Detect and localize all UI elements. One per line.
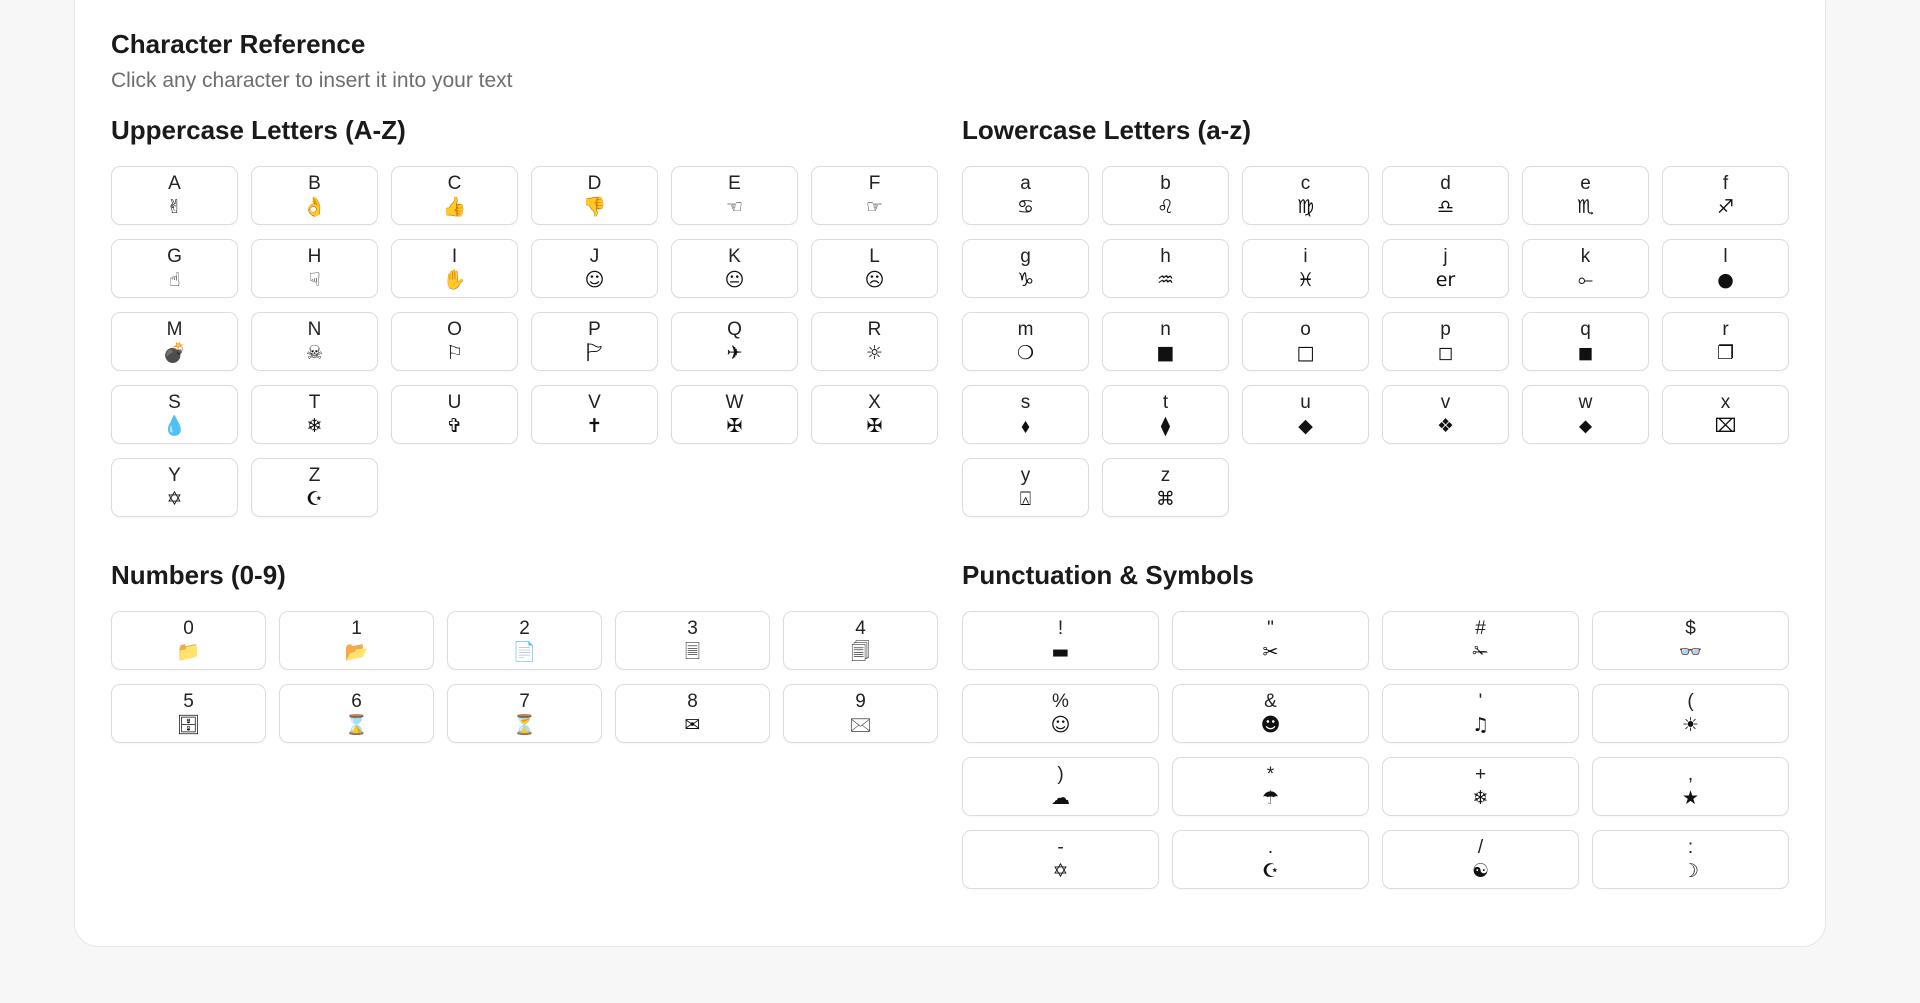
char-key-label: I: [451, 245, 458, 267]
char-key-label: S: [168, 391, 181, 413]
char-symbol-glyph: ❐: [1716, 341, 1735, 364]
char-symbol-glyph: ⧫: [1160, 414, 1171, 437]
char-symbol-glyph: ⟜: [1577, 268, 1594, 291]
char-key-label: (: [1687, 690, 1694, 712]
char-symbol-glyph: ♓: [1296, 268, 1315, 291]
uppercase-char-button[interactable]: [391, 385, 518, 444]
uppercase-char-button[interactable]: [811, 312, 938, 371]
char-key-label: 6: [351, 690, 362, 712]
numbers-section-title: Numbers (0-9): [111, 560, 286, 590]
char-key-label: p: [1440, 318, 1451, 340]
char-symbol-glyph: ⏳: [512, 713, 537, 736]
punctuation-char-button[interactable]: [1172, 757, 1369, 816]
char-key-label: G: [167, 245, 182, 267]
character-reference-panel: [74, 0, 1826, 947]
char-key-label: j: [1443, 245, 1448, 267]
punctuation-char-button[interactable]: [962, 830, 1159, 889]
char-symbol-glyph: ✌: [166, 195, 183, 218]
char-key-label: %: [1052, 690, 1069, 712]
char-key-label: /: [1477, 836, 1484, 858]
char-symbol-glyph: ♌: [1156, 195, 1175, 218]
char-key-label: n: [1160, 318, 1171, 340]
char-symbol-glyph: ❍: [1016, 341, 1035, 364]
char-key-label: o: [1300, 318, 1311, 340]
punctuation-char-button[interactable]: [1592, 757, 1789, 816]
char-symbol-glyph: ☯: [1471, 859, 1490, 882]
lowercase-char-button[interactable]: [1102, 385, 1229, 444]
char-symbol-glyph: ♎: [1436, 195, 1455, 218]
char-key-label: T: [308, 391, 321, 413]
char-key-label: r: [1722, 318, 1729, 340]
char-key-label: E: [728, 172, 741, 194]
char-key-label: 0: [183, 617, 194, 639]
char-symbol-glyph: ✉: [684, 713, 701, 736]
char-key-label: #: [1475, 617, 1486, 639]
char-symbol-glyph: ♋: [1016, 195, 1035, 218]
lowercase-char-button[interactable]: [1522, 166, 1649, 225]
char-key-label: d: [1440, 172, 1451, 194]
char-key-label: V: [588, 391, 601, 413]
char-symbol-glyph: ☽: [1681, 859, 1700, 882]
lowercase-char-button[interactable]: [1662, 166, 1789, 225]
lowercase-char-button[interactable]: [1102, 166, 1229, 225]
uppercase-char-button[interactable]: [251, 166, 378, 225]
uppercase-char-button[interactable]: [251, 458, 378, 517]
char-symbol-glyph: 💧: [162, 414, 187, 437]
page-title: Character Reference: [111, 29, 366, 59]
char-key-label: w: [1578, 391, 1593, 413]
char-key-label: s: [1020, 391, 1031, 413]
uppercase-char-button[interactable]: [671, 166, 798, 225]
char-key-label: K: [728, 245, 741, 267]
char-key-label: D: [587, 172, 602, 194]
char-key-label: U: [447, 391, 462, 413]
punctuation-char-button[interactable]: [1592, 830, 1789, 889]
char-key-label: ": [1267, 617, 1274, 639]
char-key-label: X: [868, 391, 881, 413]
punctuation-char-button[interactable]: [1382, 830, 1579, 889]
char-symbol-glyph: ☪: [305, 487, 324, 510]
char-symbol-glyph: 🏱: [586, 341, 603, 364]
uppercase-char-button[interactable]: [251, 385, 378, 444]
char-key-label: e: [1580, 172, 1591, 194]
char-symbol-glyph: ✠: [866, 414, 883, 437]
char-symbol-glyph: ❄: [306, 414, 323, 437]
uppercase-grid: [111, 166, 938, 517]
char-key-label: ': [1478, 690, 1483, 712]
uppercase-char-button[interactable]: [111, 239, 238, 298]
char-key-label: 2: [519, 617, 530, 639]
char-symbol-glyph: 💣: [162, 341, 187, 364]
char-symbol-glyph: ✁: [1472, 640, 1489, 663]
punctuation-char-button[interactable]: [1592, 611, 1789, 670]
punctuation-char-button[interactable]: [1172, 684, 1369, 743]
punctuation-char-button[interactable]: [962, 757, 1159, 816]
char-symbol-glyph: ♐: [1716, 195, 1735, 218]
char-symbol-glyph: ⌛: [344, 713, 369, 736]
uppercase-char-button[interactable]: [391, 312, 518, 371]
char-key-label: c: [1300, 172, 1311, 194]
uppercase-char-button[interactable]: [671, 385, 798, 444]
char-symbol-glyph: ✂: [1262, 640, 1279, 663]
punctuation-section-title: Punctuation & Symbols: [962, 560, 1254, 590]
char-key-label: g: [1020, 245, 1031, 267]
char-symbol-glyph: ◆: [1298, 414, 1313, 437]
punctuation-char-button[interactable]: [962, 684, 1159, 743]
uppercase-char-button[interactable]: [671, 239, 798, 298]
lowercase-char-button[interactable]: [1662, 239, 1789, 298]
char-key-label: m: [1017, 318, 1034, 340]
lowercase-char-button[interactable]: [1662, 385, 1789, 444]
char-key-label: *: [1266, 763, 1275, 785]
char-key-label: O: [447, 318, 462, 340]
char-symbol-glyph: ✞: [446, 414, 463, 437]
punctuation-char-button[interactable]: [1592, 684, 1789, 743]
numbers-section: [111, 559, 938, 743]
char-symbol-glyph: ▬: [1051, 640, 1070, 663]
char-key-label: h: [1160, 245, 1171, 267]
char-symbol-glyph: ☞: [865, 195, 884, 218]
uppercase-char-button[interactable]: [391, 239, 518, 298]
number-char-button[interactable]: [615, 684, 770, 743]
char-symbol-glyph: ♏: [1576, 195, 1595, 218]
number-char-button[interactable]: [447, 684, 602, 743]
char-symbol-glyph: ☠: [305, 341, 324, 364]
char-symbol-glyph: ⬧: [1021, 414, 1030, 437]
char-symbol-glyph: 📄: [512, 640, 537, 663]
uppercase-char-button[interactable]: [811, 166, 938, 225]
lowercase-char-button[interactable]: [962, 312, 1089, 371]
char-key-label: 8: [687, 690, 698, 712]
char-key-label: W: [725, 391, 744, 413]
char-key-label: t: [1162, 391, 1169, 413]
char-symbol-glyph: ⬥: [1578, 414, 1593, 437]
lowercase-char-button[interactable]: [1242, 312, 1369, 371]
char-symbol-glyph: ☺: [1050, 713, 1071, 736]
char-key-label: Q: [727, 318, 742, 340]
uppercase-char-button[interactable]: [531, 166, 658, 225]
lowercase-char-button[interactable]: [962, 166, 1089, 225]
char-symbol-glyph: ☝: [168, 268, 181, 291]
char-key-label: y: [1020, 464, 1031, 486]
uppercase-char-button[interactable]: [251, 312, 378, 371]
lowercase-char-button[interactable]: [1102, 458, 1229, 517]
punctuation-char-button[interactable]: [1382, 757, 1579, 816]
char-symbol-glyph: ☟: [308, 268, 321, 291]
char-symbol-glyph: 👎: [582, 195, 607, 218]
char-symbol-glyph: ◼: [1577, 341, 1594, 364]
char-symbol-glyph: ✡: [166, 487, 183, 510]
char-key-label: 1: [351, 617, 362, 639]
lowercase-char-button[interactable]: [1382, 312, 1509, 371]
char-symbol-glyph: 🖂: [849, 713, 872, 736]
char-symbol-glyph: ♍: [1296, 195, 1315, 218]
char-key-label: 4: [855, 617, 866, 639]
char-key-label: 7: [519, 690, 530, 712]
uppercase-char-button[interactable]: [531, 239, 658, 298]
numbers-grid: [111, 611, 938, 743]
char-symbol-glyph: 👌: [302, 195, 327, 218]
punctuation-char-button[interactable]: [1382, 611, 1579, 670]
lowercase-char-button[interactable]: [1102, 239, 1229, 298]
char-key-label: 9: [855, 690, 866, 712]
char-symbol-glyph: 📂: [344, 640, 369, 663]
uppercase-char-button[interactable]: [251, 239, 378, 298]
char-symbol-glyph: ☻: [1260, 713, 1281, 736]
char-symbol-glyph: ❄: [1472, 786, 1489, 809]
char-symbol-glyph: 👍: [442, 195, 467, 218]
char-key-label: i: [1303, 245, 1308, 267]
number-char-button[interactable]: [111, 684, 266, 743]
char-key-label: !: [1057, 617, 1064, 639]
punctuation-char-button[interactable]: [1172, 611, 1369, 670]
char-symbol-glyph: ❖: [1436, 414, 1455, 437]
char-key-label: ): [1057, 763, 1064, 785]
char-key-label: k: [1580, 245, 1591, 267]
char-symbol-glyph: ☼: [865, 341, 884, 364]
char-symbol-glyph: ♑: [1016, 268, 1035, 291]
char-key-label: J: [589, 245, 600, 267]
lowercase-grid: [962, 166, 1789, 517]
lowercase-char-button[interactable]: [1102, 312, 1229, 371]
lowercase-char-button[interactable]: [1242, 239, 1369, 298]
char-key-label: 3: [687, 617, 698, 639]
lowercase-char-button[interactable]: [962, 385, 1089, 444]
char-key-label: M: [166, 318, 183, 340]
char-symbol-glyph: ✝: [586, 414, 603, 437]
char-key-label: &: [1264, 690, 1277, 712]
char-symbol-glyph: ♒: [1156, 268, 1175, 291]
char-symbol-glyph: 👓: [1678, 640, 1703, 663]
uppercase-section: [111, 114, 938, 517]
char-key-label: .: [1267, 836, 1274, 858]
char-key-label: B: [308, 172, 321, 194]
char-symbol-glyph: ✠: [726, 414, 743, 437]
char-key-label: l: [1723, 245, 1728, 267]
char-symbol-glyph: 🗄: [176, 713, 201, 736]
char-symbol-glyph: ◻: [1437, 341, 1454, 364]
char-symbol-glyph: ☜: [725, 195, 744, 218]
char-key-label: L: [869, 245, 880, 267]
char-key-label: :: [1687, 836, 1694, 858]
char-symbol-glyph: ♫: [1471, 713, 1490, 736]
char-symbol-glyph: ✋: [442, 268, 467, 291]
number-char-button[interactable]: [447, 611, 602, 670]
number-char-button[interactable]: [783, 611, 938, 670]
lowercase-char-button[interactable]: [1522, 312, 1649, 371]
char-symbol-glyph: □: [1296, 341, 1315, 364]
lowercase-char-button[interactable]: [1382, 239, 1509, 298]
char-key-label: Z: [308, 464, 321, 486]
char-symbol-glyph: ⌘: [1156, 487, 1175, 510]
char-symbol-glyph: er: [1435, 268, 1456, 291]
char-symbol-glyph: ☺: [584, 268, 605, 291]
char-key-label: b: [1160, 172, 1171, 194]
punctuation-section: [962, 559, 1789, 889]
number-char-button[interactable]: [111, 611, 266, 670]
char-key-label: f: [1722, 172, 1729, 194]
char-key-label: -: [1057, 836, 1064, 858]
char-key-label: x: [1720, 391, 1731, 413]
punctuation-char-button[interactable]: [1382, 684, 1579, 743]
char-key-label: ,: [1687, 763, 1694, 785]
char-symbol-glyph: ☹: [864, 268, 885, 291]
char-key-label: C: [447, 172, 462, 194]
lowercase-char-button[interactable]: [1662, 312, 1789, 371]
number-char-button[interactable]: [279, 611, 434, 670]
char-symbol-glyph: ☂: [1261, 786, 1280, 809]
punctuation-char-button[interactable]: [1172, 830, 1369, 889]
char-key-label: u: [1300, 391, 1311, 413]
number-char-button[interactable]: [279, 684, 434, 743]
lowercase-char-button[interactable]: [1522, 239, 1649, 298]
uppercase-char-button[interactable]: [111, 166, 238, 225]
char-symbol-glyph: 😐: [724, 268, 745, 291]
punctuation-char-button[interactable]: [962, 611, 1159, 670]
char-symbol-glyph: ⍓: [1019, 487, 1032, 510]
lowercase-char-button[interactable]: [1242, 385, 1369, 444]
char-key-label: A: [168, 172, 181, 194]
char-key-label: v: [1440, 391, 1451, 413]
number-char-button[interactable]: [615, 611, 770, 670]
char-key-label: 5: [183, 690, 194, 712]
lowercase-char-button[interactable]: [962, 239, 1089, 298]
uppercase-char-button[interactable]: [811, 239, 938, 298]
char-key-label: N: [307, 318, 322, 340]
char-key-label: F: [868, 172, 881, 194]
char-symbol-glyph: 🗐: [851, 640, 870, 663]
char-key-label: +: [1474, 763, 1487, 785]
char-symbol-glyph: ⌧: [1714, 414, 1737, 437]
char-symbol-glyph: ★: [1681, 786, 1700, 809]
char-symbol-glyph: ☀: [1681, 713, 1700, 736]
char-symbol-glyph: 🗏: [684, 640, 701, 663]
char-symbol-glyph: ☁: [1051, 786, 1070, 809]
char-key-label: q: [1580, 318, 1591, 340]
char-symbol-glyph: 📁: [176, 640, 201, 663]
char-symbol-glyph: ●: [1717, 268, 1734, 291]
char-symbol-glyph: ☪: [1261, 859, 1280, 882]
char-symbol-glyph: ⚐: [445, 341, 464, 364]
uppercase-section-title: Uppercase Letters (A-Z): [111, 115, 406, 145]
lowercase-section-title: Lowercase Letters (a-z): [962, 115, 1251, 145]
char-symbol-glyph: ✈: [726, 341, 743, 364]
char-key-label: a: [1020, 172, 1031, 194]
uppercase-char-button[interactable]: [811, 385, 938, 444]
lowercase-char-button[interactable]: [1522, 385, 1649, 444]
page-subtitle: Click any character to insert it into your text: [111, 69, 513, 92]
char-symbol-glyph: ✡: [1052, 859, 1069, 882]
uppercase-char-button[interactable]: [531, 385, 658, 444]
char-key-label: $: [1685, 617, 1696, 639]
char-key-label: P: [588, 318, 601, 340]
lowercase-char-button[interactable]: [962, 458, 1089, 517]
char-key-label: R: [867, 318, 882, 340]
char-key-label: z: [1160, 464, 1171, 486]
lowercase-char-button[interactable]: [1382, 385, 1509, 444]
number-char-button[interactable]: [783, 684, 938, 743]
uppercase-char-button[interactable]: [111, 312, 238, 371]
uppercase-char-button[interactable]: [671, 312, 798, 371]
uppercase-char-button[interactable]: [531, 312, 658, 371]
uppercase-char-button[interactable]: [111, 458, 238, 517]
lowercase-section: [962, 114, 1789, 517]
char-key-label: Y: [168, 464, 181, 486]
char-symbol-glyph: ■: [1156, 341, 1175, 364]
lowercase-char-button[interactable]: [1382, 166, 1509, 225]
uppercase-char-button[interactable]: [111, 385, 238, 444]
lowercase-char-button[interactable]: [1242, 166, 1369, 225]
punctuation-grid: [962, 611, 1789, 889]
char-key-label: H: [307, 245, 322, 267]
uppercase-char-button[interactable]: [391, 166, 518, 225]
